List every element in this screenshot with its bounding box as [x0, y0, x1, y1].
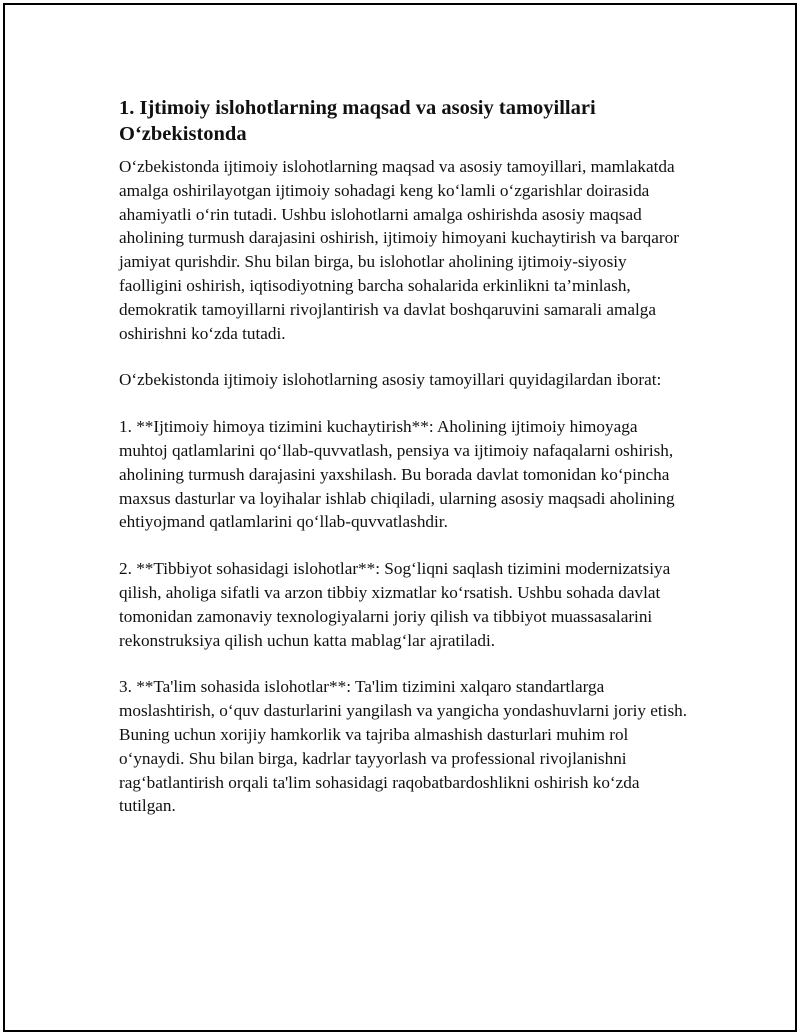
principle-healthcare: 2. **Tibbiyot sohasidagi islohotlar**: Sog‘liqni saqlash tizimini modernizatsiya qilish, aholiga sifatli va arzon tibbiy xizmatlar ko‘rsatish. Ushbu sohada davlat tomonidan zamonaviy texnologiyalarni joriy qilish va tibbiyot muassasalarini rekonstruksiya qilish uchun katta mablag‘lar ajratiladi. [119, 559, 671, 650]
section-title: 1. Ijtimoiy islohotlarning maqsad va asosiy tamoyillari O‘zbekistonda [119, 97, 596, 145]
principle-education: 3. **Ta'lim sohasida islohotlar**: Ta'lim tizimini xalqaro standartlarga moslashtirish, o‘quv dasturlarini yangilash va yangicha yondashuvlarni joriy etish. Buning uchun xorijiy hamkorlik va tajriba almashish dasturlari muhim rol o‘ynaydi. Shu bilan birga, kadrlar tayyorlash va professional rivojlanishni rag‘batlantirish orqali ta'lim sohasidagi raqobatbardoshlikni oshirish ko‘zda tutilgan. [119, 677, 688, 816]
document-page [3, 3, 797, 1032]
intro-paragraph: O‘zbekistonda ijtimoiy islohotlarning maqsad va asosiy tamoyillari, mamlakatda amalga oshirilayotgan ijtimoiy sohadagi keng ko‘lamli o‘zgarishlar doirasida ahamiyatli o‘rin tutadi. Ushbu islohotlarni amalga oshirishda asosiy maqsad aholining turmush darajasini oshirish, ijtimoiy himoyani kuchaytirish va barqaror jamiyat qurishdir. Shu bilan birga, bu islohotlar aholining ijtimoiy-siyosiy faolligini oshirish, iqtisodiyotning barcha sohalarida erkinlikni ta’minlash, demokratik tamoyillarni rivojlantirish va davlat boshqaruvini samarali amalga oshirishni ko‘zda tutadi. [119, 157, 679, 343]
principles-lead-paragraph: O‘zbekistonda ijtimoiy islohotlarning asosiy tamoyillari quyidagilardan iborat: [119, 370, 662, 390]
document-content [119, 95, 689, 841]
principle-social-protection: 1. **Ijtimoiy himoya tizimini kuchaytirish**: Aholining ijtimoiy himoyaga muhtoj qatlamlarini qo‘llab-quvvatlash, pensiya va ijtimoiy nafaqalarni oshirish, aholining turmush darajasini yaxshilash. Bu borada davlat tomonidan ko‘pincha maxsus dasturlar va loyihalar ishlab chiqiladi, ularning asosiy maqsadi aholining ehtiyojmand qatlamlarini qo‘llab-quvvatlashdir. [119, 417, 675, 532]
